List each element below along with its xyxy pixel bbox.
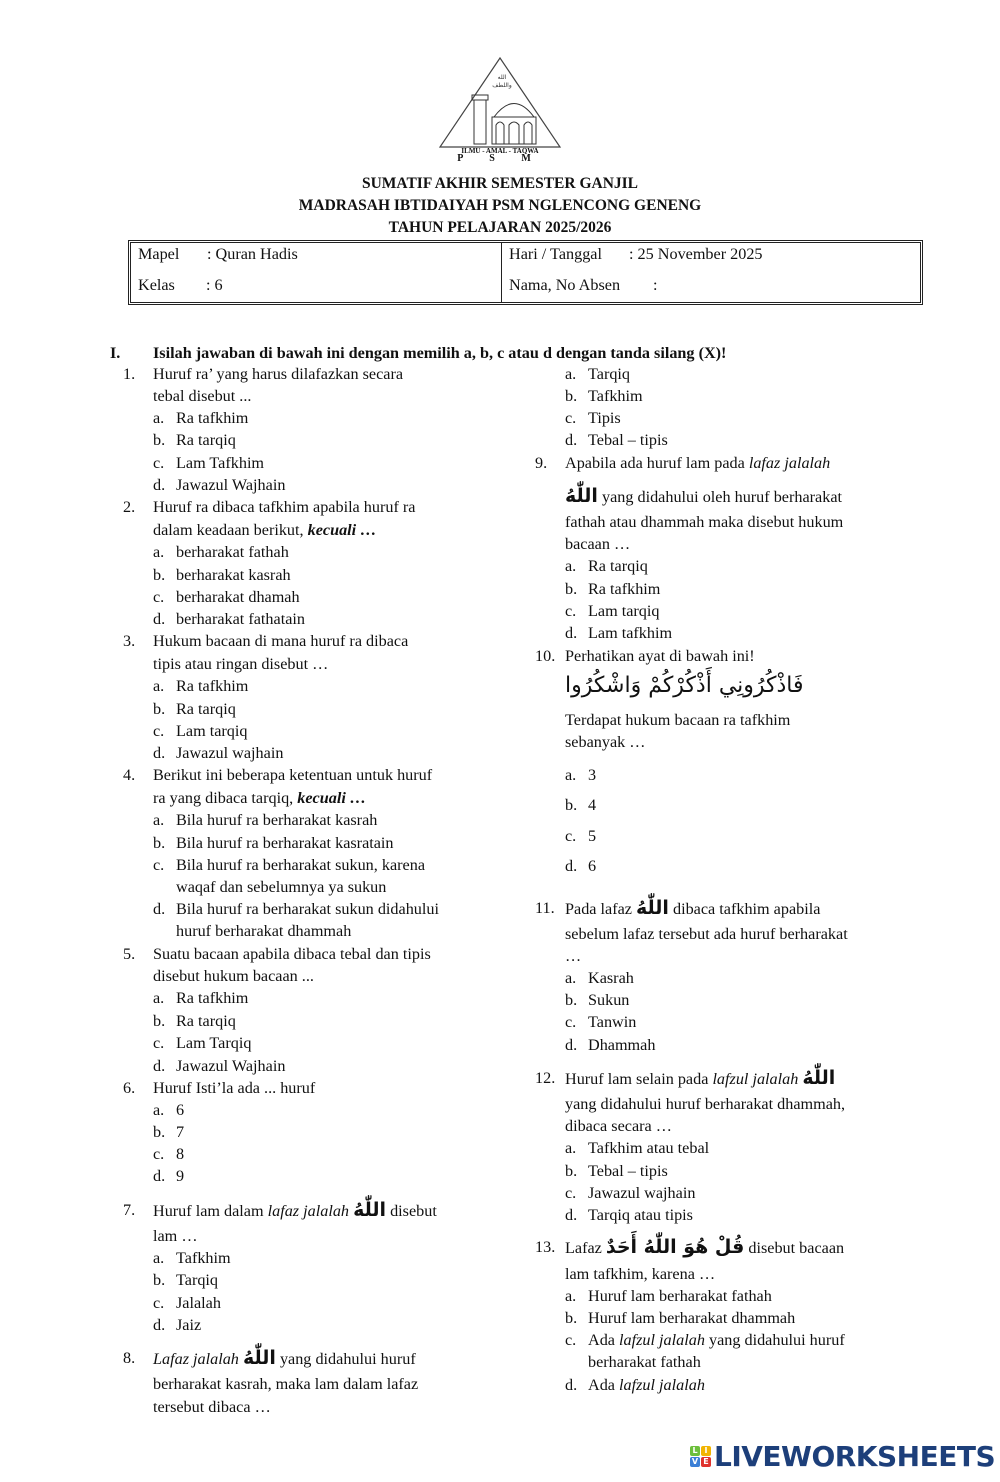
text-segment: lam … — [153, 1227, 198, 1245]
option-text[interactable] — [176, 1033, 251, 1053]
question-text — [153, 386, 251, 406]
option-text[interactable] — [588, 1012, 636, 1032]
option-text[interactable] — [588, 623, 672, 643]
arabic-text: قُلْ هُوَ اللّٰهُ أَحَدٌ — [605, 1236, 745, 1258]
text-segment: Jawazul Wajhain — [176, 1057, 286, 1075]
nama-label: Nama, No Absen — [509, 276, 621, 294]
text-segment: 8 — [176, 1145, 185, 1163]
text-segment: Tarqiq — [176, 1271, 219, 1289]
text-segment: Huruf lam dalam — [153, 1202, 268, 1220]
question-text — [153, 497, 415, 517]
text-segment: yang didahului huruf berharakat dhammah, — [565, 1095, 846, 1113]
text-segment: Hukum bacaan di mana huruf ra dibaca — [153, 632, 409, 650]
text-segment: yang didahului huruf — [275, 1350, 416, 1368]
option-text[interactable] — [176, 899, 439, 919]
option-letter[interactable]: b. — [565, 1309, 578, 1327]
option-text[interactable] — [588, 1308, 795, 1328]
option-text[interactable] — [176, 1100, 184, 1120]
text-segment: Ra tafkhim — [588, 580, 661, 598]
option-text[interactable] — [176, 609, 305, 629]
text-segment: sebelum lafaz tersebut ada huruf berharakat — [565, 925, 848, 943]
school-name: MADRASAH IBTIDAIYAH PSM NGLENCONG GENENG — [298, 197, 702, 214]
mapel-label: Mapel — [138, 245, 180, 263]
text-segment: … — [565, 947, 582, 965]
text-segment: lam tafkhim, karena … — [565, 1265, 716, 1283]
option-letter[interactable]: a. — [153, 811, 165, 829]
option-letter[interactable]: a. — [565, 969, 577, 987]
option-text[interactable] — [176, 1293, 221, 1313]
text-segment: Lam tarqiq — [176, 722, 248, 740]
mapel-value: : Quran Hadis — [207, 245, 298, 263]
text-segment: Jawazul wajhain — [176, 744, 284, 762]
question-text — [153, 765, 432, 785]
option-text[interactable] — [588, 826, 596, 846]
text-segment: Ada — [588, 1376, 620, 1394]
option-letter[interactable]: b. — [565, 580, 578, 598]
text-segment: Lam Tafkhim — [176, 454, 265, 472]
kelas-label: Kelas — [138, 276, 175, 294]
option-text[interactable] — [176, 1122, 184, 1142]
text-segment: Tipis — [588, 409, 621, 427]
text-segment: dalam keadaan berikut, — [153, 521, 308, 539]
text-segment: Tafkhim atau tebal — [588, 1139, 710, 1157]
option-letter[interactable]: b. — [153, 700, 166, 718]
option-text[interactable] — [176, 1144, 184, 1164]
question-text — [153, 966, 314, 986]
option-letter[interactable]: a. — [153, 543, 165, 561]
option-text[interactable] — [588, 856, 596, 876]
option-text[interactable] — [588, 1352, 701, 1372]
text-segment: Tafkhim — [176, 1249, 231, 1267]
option-text[interactable] — [588, 386, 643, 406]
text-segment: waqaf dan sebelumnya ya sukun — [176, 878, 387, 896]
option-text[interactable] — [176, 1166, 184, 1186]
arabic-verse: فَاذْكُرُونِي أَذْكُرْكُمْ وَاشْكُرُوا — [565, 673, 804, 698]
option-text[interactable] — [176, 833, 394, 853]
question-text — [153, 654, 328, 674]
text-segment: fathah atau dhammah maka disebut hukum — [565, 513, 844, 531]
text-segment: Ra tarqiq — [176, 1012, 236, 1030]
option-text[interactable] — [588, 1205, 693, 1225]
text-segment: 4 — [588, 796, 597, 814]
option-letter[interactable]: d. — [565, 624, 578, 642]
text-segment: Jalalah — [176, 1294, 221, 1312]
text-segment: Huruf ra’ yang harus dilafazkan secara — [153, 365, 404, 383]
option-text[interactable] — [588, 430, 668, 450]
question-text — [565, 1264, 715, 1284]
option-letter[interactable]: d. — [565, 1206, 578, 1224]
arabic-text: اللّٰهُ — [242, 1347, 276, 1369]
text-segment: Tarqiq atau tipis — [588, 1206, 693, 1224]
option-letter[interactable]: c. — [565, 1184, 577, 1202]
option-letter[interactable]: b. — [565, 991, 578, 1009]
text-segment: Jawazul Wajhain — [176, 476, 286, 494]
text-segment: berharakat dhamah — [176, 588, 300, 606]
option-letter[interactable]: b. — [153, 566, 166, 584]
question-text — [153, 1226, 198, 1246]
option-letter[interactable]: d. — [153, 476, 166, 494]
text-segment: berharakat fathah — [176, 543, 289, 561]
option-letter[interactable]: a. — [565, 1287, 577, 1305]
option-letter[interactable]: b. — [565, 796, 578, 814]
text-segment: Huruf ra dibaca tafkhim apabila huruf ra — [153, 498, 416, 516]
option-text[interactable] — [176, 1270, 218, 1290]
option-text[interactable] — [588, 579, 660, 599]
text-segment: tebal disebut ... — [153, 387, 252, 405]
question-text — [565, 453, 830, 473]
option-letter[interactable]: d. — [565, 1376, 578, 1394]
italic-term: lafaz jalalah — [267, 1202, 350, 1220]
option-text[interactable] — [176, 1315, 201, 1335]
option-letter[interactable]: a. — [565, 365, 577, 383]
option-letter[interactable]: a. — [565, 557, 577, 575]
option-text[interactable] — [176, 587, 300, 607]
text-segment: 6 — [176, 1101, 185, 1119]
option-letter[interactable]: d. — [153, 900, 166, 918]
option-letter[interactable]: b. — [153, 431, 166, 449]
option-letter[interactable]: a. — [153, 1249, 165, 1267]
text-segment: Dhammah — [588, 1036, 656, 1054]
exam-title: SUMATIF AKHIR SEMESTER GANJIL — [361, 175, 639, 192]
text-segment: Jaiz — [176, 1316, 202, 1334]
option-text[interactable] — [176, 1056, 285, 1076]
table-divider — [501, 243, 502, 302]
option-letter[interactable]: c. — [153, 1034, 165, 1052]
svg-text:الله: الله — [497, 75, 507, 81]
question-text — [565, 486, 842, 507]
question-text — [565, 732, 645, 752]
text-segment: Bila huruf ra berharakat kasratain — [176, 834, 394, 852]
question-text — [153, 631, 408, 651]
tile-v: V — [691, 1457, 699, 1466]
question-number: 9. — [535, 454, 548, 472]
tanggal-label: Hari / Tanggal — [509, 245, 602, 263]
italic-term: lafzul jalalah — [712, 1070, 799, 1088]
option-letter[interactable]: b. — [153, 1012, 166, 1030]
question-text — [565, 673, 804, 698]
arabic-text: اللّٰهُ — [353, 1199, 387, 1221]
text-segment: Lafaz — [565, 1239, 606, 1257]
text-segment: dibaca secara … — [565, 1117, 672, 1135]
text-segment: Perhatikan ayat di bawah ini! — [565, 647, 755, 665]
italic-term: lafaz jalalah — [748, 454, 831, 472]
option-letter[interactable]: a. — [565, 766, 577, 784]
option-letter[interactable]: a. — [565, 1139, 577, 1157]
text-segment: 5 — [588, 827, 597, 845]
option-text[interactable] — [176, 855, 425, 875]
question-text — [565, 946, 581, 966]
text-segment: bacaan … — [565, 535, 631, 553]
text-segment: Pada lafaz — [565, 900, 637, 918]
question-text — [153, 788, 366, 808]
text-segment: berharakat kasrah, maka lam dalam lafaz — [153, 1375, 419, 1393]
text-segment: Ra tafkhim — [176, 989, 249, 1007]
text-segment: Tafkhim — [588, 387, 643, 405]
option-text[interactable] — [588, 1375, 705, 1395]
option-letter[interactable]: c. — [565, 602, 577, 620]
text-segment: tersebut dibaca … — [153, 1398, 271, 1416]
question-number: 4. — [123, 766, 136, 784]
text-segment: Ra tafkhim — [176, 409, 249, 427]
question-number: 2. — [123, 498, 136, 516]
question-number: 6. — [123, 1079, 136, 1097]
question-text — [565, 1237, 844, 1258]
option-letter[interactable]: c. — [153, 1145, 165, 1163]
option-letter[interactable]: d. — [565, 1036, 578, 1054]
question-number: 7. — [123, 1201, 136, 1219]
tile-i: I — [701, 1446, 711, 1456]
option-letter[interactable]: a. — [153, 989, 165, 1007]
option-text[interactable] — [176, 1011, 236, 1031]
question-number: 5. — [123, 945, 136, 963]
option-letter[interactable]: c. — [565, 1013, 577, 1031]
text-segment: Ra tafkhim — [176, 677, 249, 695]
option-letter[interactable]: d. — [153, 1316, 166, 1334]
text-segment: ra yang dibaca tarqiq, — [153, 789, 298, 807]
option-text[interactable] — [176, 1248, 231, 1268]
question-text — [565, 710, 790, 730]
option-letter[interactable]: a. — [153, 677, 165, 695]
option-text[interactable] — [588, 601, 659, 621]
text-segment: Tebal – tipis — [588, 431, 668, 449]
option-text[interactable] — [176, 408, 248, 428]
text-segment: disebut bacaan — [744, 1239, 845, 1257]
option-letter[interactable]: c. — [565, 1331, 577, 1349]
option-letter[interactable]: a. — [153, 409, 165, 427]
text-segment: Ra tarqiq — [176, 431, 236, 449]
option-letter[interactable]: b. — [565, 387, 578, 405]
question-text — [153, 944, 431, 964]
question-number: 10. — [535, 647, 556, 665]
option-text[interactable] — [176, 475, 285, 495]
tanggal-value: : 25 November 2025 — [629, 245, 763, 263]
option-letter[interactable]: c. — [565, 409, 577, 427]
text-segment: dibaca tafkhim apabila — [668, 900, 821, 918]
question-text — [565, 1094, 845, 1114]
arabic-text: اللّٰهُ — [802, 1067, 836, 1089]
italic-term: Lafaz jalalah — [153, 1350, 239, 1368]
text-segment: sebanyak … — [565, 733, 646, 751]
text-segment: Bila huruf ra berharakat sukun, karena — [176, 856, 426, 874]
option-text[interactable] — [588, 556, 648, 576]
text-segment: Tarqiq — [588, 365, 631, 383]
question-text — [153, 1078, 315, 1098]
option-text[interactable] — [176, 810, 377, 830]
question-number: 12. — [535, 1069, 556, 1087]
text-segment: 6 — [588, 857, 597, 875]
text-segment: 7 — [176, 1123, 185, 1141]
option-text[interactable] — [176, 921, 351, 941]
tile-e: E — [701, 1457, 711, 1467]
text-segment: Suatu bacaan apabila dibaca tebal dan tipis — [153, 945, 431, 963]
option-text[interactable] — [176, 743, 283, 763]
text-segment: berharakat fathah — [588, 1353, 701, 1371]
option-letter[interactable]: c. — [153, 856, 165, 874]
option-letter[interactable]: a. — [153, 1101, 165, 1119]
school-logo — [436, 55, 564, 165]
logo-initials: P S M — [457, 153, 543, 164]
logo-motto: ILMU - AMAL - TAQWA — [461, 147, 539, 155]
text-segment: Lam Tarqiq — [176, 1034, 252, 1052]
option-letter[interactable]: d. — [565, 431, 578, 449]
section-instruction: Isilah jawaban di bawah ini dengan memilih a, b, c atau d dengan tanda silang (X)! — [153, 344, 727, 362]
option-letter[interactable]: d. — [153, 610, 166, 628]
text-segment: Bila huruf ra berharakat sukun didahului — [176, 900, 439, 918]
option-text[interactable] — [588, 408, 621, 428]
text-segment: tipis atau ringan disebut … — [153, 655, 329, 673]
text-segment: Terdapat hukum bacaan ra tafkhim — [565, 711, 791, 729]
text-segment: disebut hukum bacaan ... — [153, 967, 314, 985]
academic-year: TAHUN PELAJARAN 2025/2026 — [388, 219, 612, 236]
text-segment: 9 — [176, 1167, 185, 1185]
question-text — [153, 520, 376, 540]
option-text[interactable] — [176, 542, 289, 562]
text-segment: yang didahului oleh huruf berharakat — [597, 488, 843, 506]
arabic-text: اللّٰهُ — [565, 485, 598, 507]
option-text[interactable] — [176, 453, 264, 473]
option-text[interactable] — [588, 990, 629, 1010]
question-number: 3. — [123, 632, 136, 650]
student-info-table — [128, 240, 923, 305]
question-number: 1. — [123, 365, 136, 383]
option-letter[interactable]: d. — [153, 1057, 166, 1075]
text-segment: berharakat fathatain — [176, 610, 305, 628]
option-letter[interactable]: c. — [153, 1294, 165, 1312]
question-text — [565, 534, 630, 554]
option-letter[interactable]: b. — [153, 1123, 166, 1141]
question-text — [153, 1397, 271, 1417]
italic-term: lafzul jalalah — [619, 1331, 705, 1349]
option-text[interactable] — [588, 364, 630, 384]
question-text — [565, 924, 848, 944]
option-letter[interactable]: d. — [565, 857, 578, 875]
option-text[interactable] — [176, 877, 386, 897]
question-text — [153, 364, 403, 384]
emphasis-term: kecuali … — [297, 789, 367, 807]
text-segment: Huruf lam berharakat dhammah — [588, 1309, 796, 1327]
option-text[interactable] — [588, 795, 596, 815]
option-text[interactable] — [176, 721, 247, 741]
section-number: I. — [110, 344, 121, 362]
text-segment: Lam tafkhim — [588, 624, 673, 642]
option-text[interactable] — [176, 565, 291, 585]
option-letter[interactable]: b. — [153, 834, 166, 852]
live-tiles-icon — [690, 1446, 711, 1467]
option-text[interactable] — [588, 1138, 709, 1158]
text-segment: Jawazul wajhain — [588, 1184, 696, 1202]
question-text — [565, 646, 755, 666]
option-text[interactable] — [588, 1330, 845, 1350]
option-text[interactable] — [176, 699, 236, 719]
option-text[interactable] — [588, 1183, 695, 1203]
liveworksheets-watermark — [690, 1440, 995, 1473]
watermark-brand: LIVEWORKSHEETS — [714, 1440, 996, 1473]
option-text[interactable] — [588, 765, 596, 785]
text-segment: Ra tarqiq — [588, 557, 648, 575]
tile-l: L — [690, 1446, 700, 1456]
question-text — [153, 1348, 416, 1369]
option-text[interactable] — [176, 430, 236, 450]
text-segment: Huruf lam selain pada — [565, 1070, 713, 1088]
text-segment: Tanwin — [588, 1013, 637, 1031]
option-text[interactable] — [176, 988, 248, 1008]
option-text[interactable] — [588, 1161, 668, 1181]
svg-text:واللطف: واللطف — [492, 83, 512, 89]
text-segment: Huruf lam berharakat fathah — [588, 1287, 772, 1305]
question-text — [153, 1200, 437, 1221]
italic-term: lafzul jalalah — [619, 1376, 705, 1394]
text-segment: Lam tarqiq — [588, 602, 660, 620]
text-segment: Ra tarqiq — [176, 700, 236, 718]
kelas-value: : 6 — [206, 276, 223, 294]
text-segment: huruf berharakat dhammah — [176, 922, 352, 940]
option-letter[interactable]: d. — [153, 744, 166, 762]
option-letter[interactable]: c. — [153, 588, 165, 606]
text-segment: Tebal – tipis — [588, 1162, 668, 1180]
question-number: 8. — [123, 1349, 136, 1367]
text-segment: yang didahului huruf — [704, 1331, 845, 1349]
option-text[interactable] — [176, 676, 248, 696]
option-text[interactable] — [588, 1286, 772, 1306]
question-text — [565, 1116, 672, 1136]
option-letter[interactable]: c. — [565, 827, 577, 845]
option-text[interactable] — [588, 968, 634, 988]
question-text — [565, 1068, 835, 1089]
text-segment: 3 — [588, 766, 597, 784]
question-number: 13. — [535, 1238, 556, 1256]
text-segment: Apabila ada huruf lam pada — [565, 454, 749, 472]
question-text — [565, 512, 843, 532]
option-letter[interactable]: b. — [153, 1271, 166, 1289]
text-segment: Huruf Isti’la ada ... huruf — [153, 1079, 316, 1097]
question-number: 11. — [535, 899, 555, 917]
option-letter[interactable]: c. — [153, 722, 165, 740]
text-segment: Kasrah — [588, 969, 634, 987]
nama-value: : — [653, 276, 658, 294]
text-segment: Bila huruf ra berharakat kasrah — [176, 811, 378, 829]
emphasis-term: kecuali … — [307, 521, 377, 539]
question-text — [153, 1374, 418, 1394]
text-segment: berharakat kasrah — [176, 566, 291, 584]
text-segment: disebut — [386, 1202, 437, 1220]
option-letter[interactable]: c. — [153, 454, 165, 472]
text-segment: Berikut ini beberapa ketentuan untuk huruf — [153, 766, 433, 784]
option-letter[interactable]: b. — [565, 1162, 578, 1180]
option-letter[interactable]: d. — [153, 1167, 166, 1185]
question-text — [565, 898, 820, 919]
arabic-text: اللّٰهُ — [636, 897, 669, 919]
text-segment: Sukun — [588, 991, 630, 1009]
option-text[interactable] — [588, 1035, 655, 1055]
text-segment: Ada — [588, 1331, 620, 1349]
